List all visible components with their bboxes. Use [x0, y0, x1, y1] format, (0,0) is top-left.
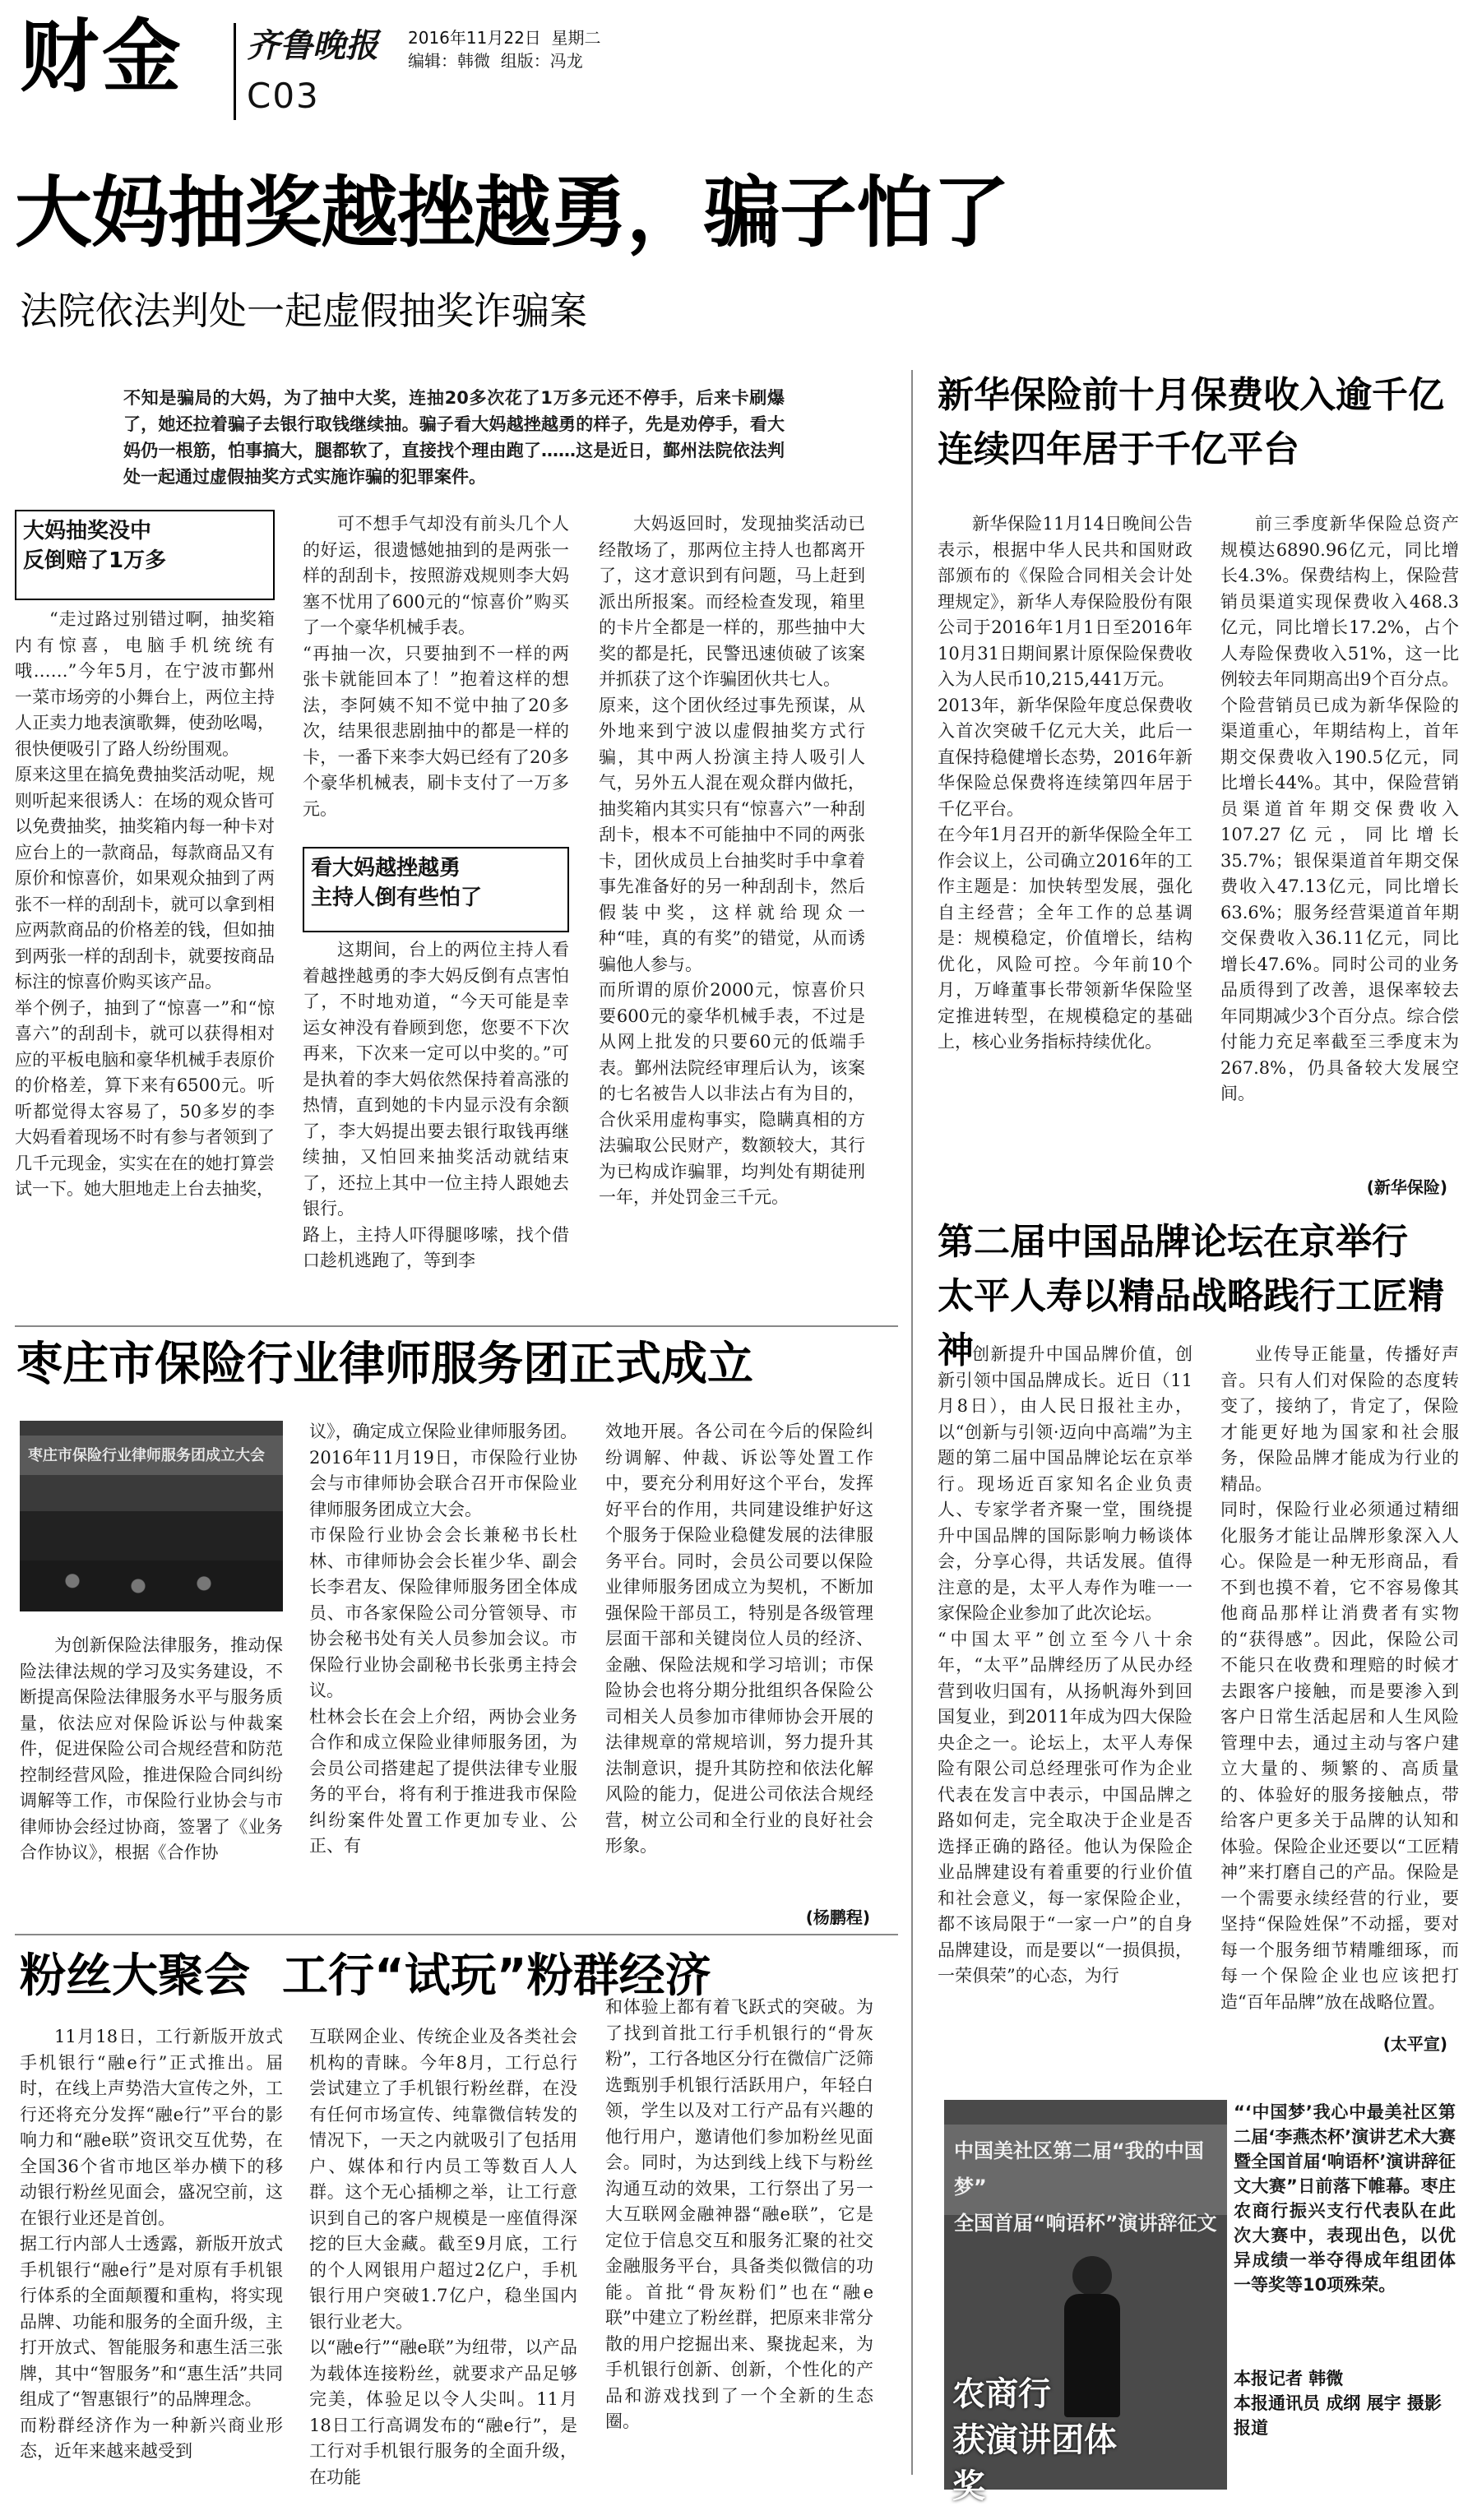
- lead-column-2b-text: 这期间，台上的两位主持人看着越挫越勇的李大妈反倒有点害怕了，不时地劝道，“今天可能是幸运女神没有眷顾到您，您要不下次再来，下次来一定可以中奖的。”可是执着的李大妈依然保持着高涨的热情，直到她的卡内显示没有余额了，李大妈提出要去银行取钱再继续抽，又怕回来抽奖活动就结束了，还拉上其中一位主持人跟她去银行。 路上，主持人吓得腿哆嗦，找个借口趁机逃跑了，等到李: [303, 940, 569, 1270]
- taiping-credit: (太平宣): [1382, 2034, 1447, 2054]
- zaozhuang-column-1: [20, 1633, 283, 1926]
- lead-subhead: 法院依法判处一起虚假抽奖诈骗案: [20, 289, 587, 333]
- lead-intro: 不知是骗局的大妈，为了抽中大奖，连抽20多次花了1万多元还不停手，后来卡刷爆了，她还拉着骗子去银行取钱继续抽。骗子看大妈越挫越勇的样子，先是劝停手，看大妈仍一根筋，怕事搞大，腿都软了，直接找个理由跑了……这是近日，鄞州法院依法判处一起通过虚假抽奖方式实施诈骗的犯罪案件。: [123, 388, 785, 487]
- icbc-column-1: [20, 2024, 283, 2509]
- masthead-divider: [234, 23, 236, 120]
- xinhua-column-1: [938, 511, 1192, 1169]
- icbc-top-rule: [15, 1934, 898, 1935]
- zaozhuang-headline: 枣庄市保险行业律师服务团正式成立: [16, 1338, 753, 1391]
- xinhua-column-2: [1220, 511, 1459, 1169]
- nongshang-photo-caption: 农商行 获演讲团体奖: [952, 2375, 1117, 2505]
- zaozhuang-top-rule: [15, 1325, 898, 1327]
- lead-column-3-text: 大妈返回时，发现抽奖活动已经散场了，那两位主持人也都离开了，这才意识到有问题，马上赶到派出所报案。而经检查发现，箱里的卡片全都是一样的，那些抽中大奖的都是托，民警迅速侦破了该案并抓获了这个诈骗团伙共七人。 原来，这个团伙经过事先预谋，从外地来到宁波以虚假抽奖方式行骗，其中两人扮演主持人吸引人气，另外五人混在观众群内做托，抽奖箱内其实只有“惊喜六”一种刮刮卡，根本不可能抽中不同的两张卡，团伙成员上台抽奖时手中拿着事先准备好的另一种刮刮卡，然后假装中奖，这样就给现众一种“哇，真的有奖”的错觉，从而诱骗他人参与。 而所谓的原价2000元，惊喜价只要600元的豪华机械手表，不过是从网上批发的只要60元的低端手表。鄞州法院经审理后认为，该案的七名被告人以非法占有为目的，合伙采用虚构事实，隐瞒真相的方法骗取公民财产，数额较大，其行为已构成诈骗罪，均判处有期徒刑一年，并处罚金三千元。: [599, 514, 865, 1207]
- icbc-column-1-text: 11月18日，工行新版开放式手机银行“融e行”正式推出。届时，在线上声势浩大宣传之外，工行还将充分发挥“融e行”平台的影响力和“融e联”资讯交互优势，在全国36个省市地区举办横下的移动银行粉丝见面会，盛况空前，这在银行业还是首创。 据工行内部人士透露，新版开放式手机银行“融e行”是对原有手机银行体系的全面颠覆和重构，将实现品牌、功能和服务的全面升级，主打开放式、智能服务和惠生活三张牌，其中“智服务”和“惠生活”共同组成了“智惠银行”的品牌理念。 而粉群经济作为一种新兴商业形态，近年来越来越受到: [20, 2027, 283, 2461]
- zaozhuang-column-3-text: 效地开展。各公司在今后的保险纠纷调解、仲裁、诉讼等处置工作中，要充分利用好这个平台，发挥好平台的作用，共同建设维护好这个服务于保险业稳健发展的法律服务平台。同时，会员公司要以保险业律师服务团成立为契机，不断加强保险干部员工，特别是各级管理层面干部和关键岗位人员的经济、金融、保险法规和学习培训；市保险协会也将分期分批组织各保险公司相关人员参加市律师协会开展的法律规章的常规培训，努力提升其法制意识，提升其防控和依法化解风险的能力，促进公司依法合规经营，树立公司和全行业的良好社会形象。: [605, 1422, 873, 1856]
- icbc-column-3-text: 和体验上都有着飞跃式的突破。为了找到首批工行手机银行的“骨灰粉”，工行各地区分行在微信广泛筛选甄别手机银行活跃用户，年轻白领，学生以及对工行产品有兴趣的他行用户，邀请他们参加粉丝见面会。同时，为达到线上线下与粉丝沟通互动的效果，工行祭出了另一大互联网金融神器“融e联”，它是定位于信息交互和服务汇聚的社交金融服务平台，具备类似微信的功能。首批“骨灰粉们”也在“融e联”中建立了粉丝群，把原来非常分散的用户挖掘出来、聚拢起来，为手机银行创新、创新，个性化的产品和游戏找到了一个全新的生态圈。: [605, 1997, 873, 2431]
- icbc-column-3: [605, 1995, 873, 2509]
- taiping-column-1: [938, 1342, 1192, 2000]
- lead-headline: 大妈抽奖越挫越勇，骗子怕了: [15, 169, 1010, 258]
- lead-column-1: [15, 607, 275, 1322]
- taiping-headline: 第二届中国品牌论坛在京举行 太平人寿以精品战略践行工匠精神: [938, 1221, 1444, 1371]
- lead-subtitle-1: 大妈抽奖没中 反倒赔了1万多: [15, 510, 275, 600]
- lead-column-2a-text: 可不想手气却没有前头几个人的好运，很遗憾她抽到的是两张一样的刮刮卡，按照游戏规则李大妈塞不忧用了600元的“惊喜价”购买了一个豪华机械手表。 “再抽一次，只要抽到不一样的两张卡就能回本了！”抱着这样的想法，李阿姨不知不觉中抽了20多次，结果很悲剧抽中的都是一样的卡，一番下来李大妈已经有了20多个豪华机械表，刷卡支付了一万多元。: [303, 514, 569, 819]
- nongshang-text: [1234, 2100, 1456, 2347]
- lead-column-2b: [303, 937, 569, 1322]
- vertical-divider: [911, 370, 913, 2475]
- taiping-column-1-text: 创新提升中国品牌价值，创新引领中国品牌成长。近日（11月8日），由人民日报社主办，以“创新与引领·迈向中高端”为主题的第二届中国品牌论坛在京举行。现场近百家知名企业负责人、专家学者齐聚一堂，围绕提升中国品牌的国际影响力畅谈体会，分享心得，共话发展。值得注意的是，太平人寿作为唯一一家保险企业参加了此次论坛。 “中国太平”创立至今八十余年，“太平”品牌经历了从民办经营到收归国有，从扬帆海外到回国复业，到2011年成为四大保险央企之一。论坛上，太平人寿保险有限公司总经理张可作为企业代表在发言中表示，中国品牌之路如何走，完全取决于企业是否选择正确的路径。他认为保险企业品牌建设有着重要的行业价值和社会意义，每一家保险企业，都不该局限于“一家一户”的自身品牌建设，而是要以“一损俱损，一荣俱荣”的心态，为行: [938, 1344, 1192, 1986]
- icbc-headline: 粉丝大聚会 工行“试玩”粉群经济: [20, 1949, 711, 2003]
- taiping-column-2: [1220, 1342, 1459, 2012]
- zaozhuang-column-2: [309, 1419, 577, 1929]
- xinhua-credit: (新华保险): [1366, 1177, 1447, 1197]
- taiping-column-2-text: 业传导正能量，传播好声音。只有人们对保险的态度转变了，接纳了，肯定了，保险才能更好地为国家和社会服务，保险品牌才能成为行业的精品。 同时，保险行业必须通过精细化服务才能让品牌形象深入人心。保险是一种无形商品，看不到也摸不着，它不容易像其他商品那样让消费者有实物的“获得感”。因此，保险公司不能只在收费和理赔的时候才去跟客户接触，而是要渗入到客户日常生活起居和人生风险管理中去，通过主动与客户建立大量的、频繁的、高质量的、体验好的服务接触点，带给客户更多关于品牌的认知和体验。保险企业还要以“工匠精神”来打磨自己的产品。保险是一个需要永续经营的行业，要坚持“保险姓保”不动摇，要对每一个服务细节精雕细琢，而每一个保险企业也应该把打造“百年品牌”放在战略位置。: [1220, 1344, 1459, 2012]
- xinhua-headline: 新华保险前十月保费收入逾千亿 连续四年居于千亿平台: [938, 374, 1444, 470]
- zaozhuang-column-2-text: 议》，确定成立保险业律师服务团。2016年11月19日，市保险行业协会与市律师协会联合召开市保险业律师服务团成立大会。 市保险行业协会会长兼秘书长杜林、市律师协会会长崔少华、副会长李君友、保险律师服务团全体成员、市各家保险公司分管领导、市协会秘书处有关人员参加会议。市保险行业协会副秘书长张勇主持会议。 杜林会长在会上介绍，两协会业务合作和成立保险业律师服务团，为会员公司搭建起了提供法律专业服务的平台，将有利于推进我市保险纠纷案件处置工作更加专业、公正、有: [309, 1422, 577, 1856]
- section-title: 财金: [20, 11, 184, 103]
- editor-credit: 编辑：韩微 组版：冯龙: [408, 51, 583, 71]
- lead-column-1-text: “走过路过别错过啊，抽奖箱内有惊喜，电脑手机统统有哦……”今年5月，在宁波市鄞州一菜市场旁的小舞台上，两位主持人正卖力地表演歌舞，使劲吆喝，很快便吸引了路人纷纷围观。 原来这里在搞免费抽奖活动呢，规则听起来很诱人：在场的观众皆可以免费抽奖，抽奖箱内每一种卡对应台上的一款商品，每款商品又有原价和惊喜价，如果观众抽到了两张不一样的刮刮卡，就可以拿到相应两款商品的价格差的钱，但如抽到两张一样的刮刮卡，就要按商品标注的惊喜价购买该产品。 举个例子，抽到了“惊喜一”和“惊喜六”的刮刮卡，就可以获得相对应的平板电脑和豪华机械手表原价的价格差，算下来有6500元。听听都觉得太容易了，50多岁的李大妈看着现场不时有参与者领到了几千元现金，实实在在的她打算尝试一下。她大胆地走上台去抽奖，: [15, 609, 275, 1199]
- nongshang-credit: 本报记者 韩微 本报通讯员 成纲 展宇 摄影报道: [1234, 2369, 1442, 2438]
- zaozhuang-column-3: [605, 1419, 873, 1904]
- page-number: C03: [247, 76, 320, 116]
- xinhua-column-1-text: 新华保险11月14日晚间公告表示，根据中华人民共和国财政部颁布的《保险合同相关会计处理规定》，新华人寿保险股份有限公司于2016年1月1日至2016年10月31日期间累计原保险保费收入为人民币10,215,441万元。 2013年，新华保险年度总保费收入首次突破千亿元大关，此后一直保持稳健增长态势，2016年新华保险总保费将连续第四年居于千亿平台。 在今年1月召开的新华保险全年工作会议上，公司确立2016年的工作主题是：加快转型发展，强化自主经营；全年工作的总基调是：规模稳定，价值增长，结构优化，风险可控。今年前10个月，万峰董事长带领新华保险坚定推进转型，在规模稳定的基础上，核心业务指标持续优化。: [938, 514, 1192, 1052]
- zaozhuang-photo-caption: 枣庄市保险行业律师服务团成立大会: [28, 1447, 265, 1464]
- paper-name: 齐鲁晚报: [247, 26, 378, 65]
- zaozhuang-credit: (杨鹏程): [805, 1907, 870, 1927]
- nongshang-text-body: “‘中国梦’我心中最美社区第二届‘李燕杰杯’演讲艺术大赛暨全国首届‘响语杯’演讲辞征文大赛”日前落下帷幕。枣庄农商行振兴支行代表队在此次大赛中，表现出色，以优异成绩一举夺得成年组团体一等奖等10项殊荣。: [1234, 2102, 1456, 2295]
- nongshang-banner-text: 中国美社区第二届“我的中国梦” 全国首届“响语杯”演讲辞征文: [954, 2139, 1217, 2235]
- photo-audience: [20, 1561, 283, 1611]
- lead-column-3: [599, 511, 865, 1322]
- lead-subtitle-2: 看大妈越挫越勇 主持人倒有些怕了: [303, 847, 569, 932]
- zaozhuang-photo: [20, 1421, 283, 1611]
- speaker-figure: [1072, 2256, 1112, 2296]
- zaozhuang-column-1-text: 为创新保险法律服务，推动保险法律法规的学习及实务建设，不断提高保险法律服务水平与服务质量，依法应对保险诉讼与仲裁案件，促进保险公司合规经营和防范控制经营风险，推进保险合同纠纷调解等工作，市保险行业协会与市律师协会经过协商，签署了《业务合作协议》，根据《合作协: [20, 1635, 283, 1862]
- nongshang-photo: [944, 2100, 1227, 2505]
- icbc-column-2: [309, 2024, 577, 2509]
- lead-column-2a: [303, 511, 569, 844]
- xinhua-column-2-text: 前三季度新华保险总资产规模达6890.96亿元，同比增长4.3%。保费结构上，保险营销员渠道实现保费收入468.3亿元，同比增长17.2%，占个人寿险保费收入51%，这一比例较去年同期高出9个百分点。个险营销员已成为新华保险的渠道重心，年期结构上，首年期交保费收入190.5亿元，同比增长44%。其中，保险营销员渠道首年期交保费收入107.27亿元，同比增长35.7%；银保渠道首年期交保费收入47.13亿元，同比增长63.6%；服务经营渠道首年期交保费收入36.11亿元，同比增长47.6%。同时公司的业务品质得到了改善，退保率较去年同期减少3个百分点。综合偿付能力充足率截至三季度末为267.8%，仍具备较大发展空间。: [1220, 514, 1459, 1103]
- issue-date: 2016年11月22日 星期二: [408, 28, 601, 48]
- masthead: [0, 0, 1468, 132]
- icbc-column-2-text: 互联网企业、传统企业及各类社会机构的青睐。今年8月，工行总行尝试建立了手机银行粉丝群，在没有任何市场宣传、纯靠微信转发的情况下，一天之内就吸引了包括用户、媒体和行内员工等数百人人群。这个无心插柳之举，让工行意识到自己的客户规模是一座值得深挖的巨大金藏。截至9月底，工行的个人网银用户超过2亿户，手机银行用户突破1.7亿户，稳坐国内银行业老大。 以“融e行”“融e联”为纽带，以产品为载体连接粉丝，就要求产品足够完美，体验足以令人尖叫。11月18日工行高调发布的“融e行”，是工行对手机银行服务的全面升级，在功能: [309, 2027, 577, 2487]
